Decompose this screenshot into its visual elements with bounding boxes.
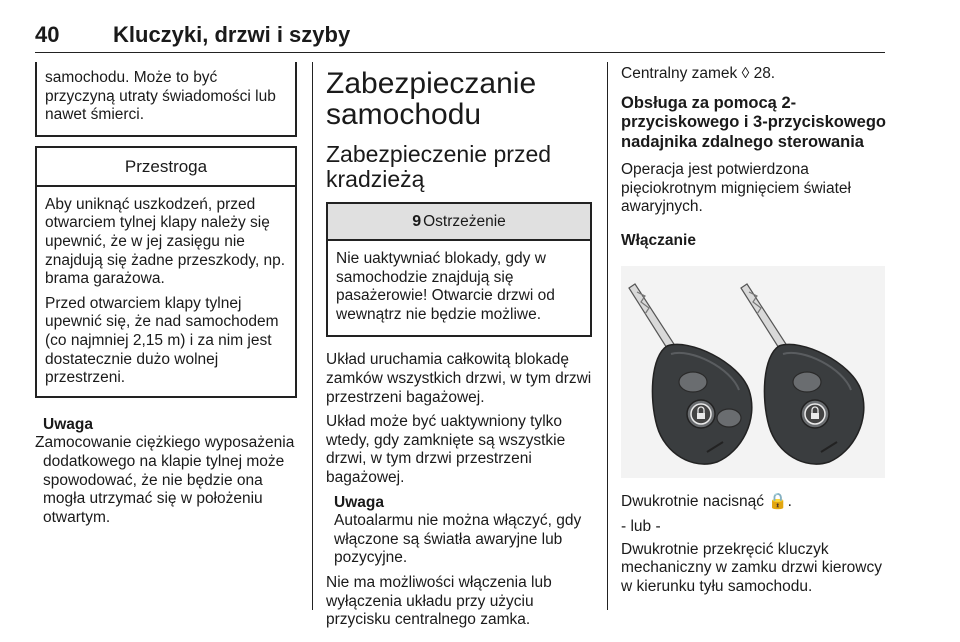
note-text: Zamocowanie ciężkiego wyposażenia dodatkowego na klapie tylnej może spowodować, że nie będzie ona mogła utrzymać się w położeniu otwartym.: [35, 434, 295, 526]
note-block: [35, 416, 297, 528]
note-block: [326, 494, 592, 568]
trunk-button-icon: [717, 409, 741, 427]
or-separator: - lub -: [621, 518, 661, 536]
label-lock: Włączanie: [621, 231, 696, 249]
subsection-heading: Zabezpieczenie przed kradzieżą: [326, 141, 552, 192]
warning-text: Nie uaktywniać blokady, gdy w samochodzie znajdują się pasażerowie! Otwarcie drzwi od wewnątrz nie będzie możliwe.: [336, 250, 555, 323]
section-heading: Zabezpieczanie samochodu: [326, 67, 537, 131]
note-title: Uwaga: [334, 493, 384, 511]
page-number: 40: [35, 22, 60, 47]
column-3: [621, 62, 891, 596]
note-text: Autoalarmu nie można włączyć, gdy włączone są światła awaryjne lub pozycyjne.: [334, 512, 582, 567]
warning-title-bar: [328, 204, 590, 241]
caution-box: [35, 146, 297, 398]
paragraph: Układ uruchamia całkowitą blokadę zamków wszystkich drzwi, w tym drzwi przestrzeni bagażowej.: [326, 351, 592, 406]
subheading: Obsługa za pomocą 2-przyciskowego i 3-przyciskowego nadajnika zdalnego sterowania: [621, 93, 886, 151]
column-divider: [312, 62, 313, 610]
caution-title: Przestroga: [37, 148, 295, 187]
column-1: [35, 62, 297, 527]
warning-body: [328, 241, 590, 335]
unlock-button-icon: [793, 372, 821, 392]
column-2: [326, 62, 592, 630]
caution-paragraph: Aby uniknąć uszkodzeń, przed otwarciem tylnej klapy należy się upewnić, że w jej zasięgu nie znajdują się żadne przeszkody, np. brama garażowa.: [45, 195, 286, 288]
instruction: Dwukrotnie nacisnąć 🔒.: [621, 493, 792, 511]
warning-box: [326, 202, 592, 337]
unlock-button-icon: [679, 372, 707, 392]
page-header: [35, 22, 885, 52]
continued-warning-text: samochodu. Może to być przyczyną utraty świadomości lub nawet śmierci.: [45, 69, 276, 124]
header-rule: [35, 52, 885, 53]
continued-warning-box: [35, 62, 297, 137]
instruction: Dwukrotnie przekręcić kluczyk mechaniczny w zamku drzwi kierowcy w kierunku tyłu samochodu.: [621, 540, 882, 595]
warning-icon: 9: [412, 213, 422, 230]
cross-reference: Centralny zamek ◊ 28.: [621, 65, 776, 82]
caution-paragraph: Przed otwarciem klapy tylnej upewnić się, że nad samochodem (co najmniej 2,15 m) i za nim jest dostatecznie dużo wolnej przestrzeni.: [45, 294, 279, 387]
paragraph: Układ może być uaktywniony tylko wtedy, gdy zamknięte są wszystkie drzwi, w tym drzwi przestrzeni bagażowej.: [326, 413, 566, 486]
remote-keys-illustration: [621, 266, 885, 478]
paragraph: Operacja jest potwierdzona pięciokrotnym mignięciem świateł awaryjnych.: [621, 161, 851, 216]
column-divider: [607, 62, 608, 610]
chapter-title: Kluczyki, drzwi i szyby: [113, 22, 351, 47]
caution-body: [37, 187, 295, 396]
paragraph: Nie ma możliwości włączenia lub wyłączenia układu przy użyciu przycisku centralnego zamka.: [326, 573, 552, 629]
note-title: Uwaga: [43, 415, 93, 433]
warning-title: Ostrzeżenie: [423, 213, 506, 230]
